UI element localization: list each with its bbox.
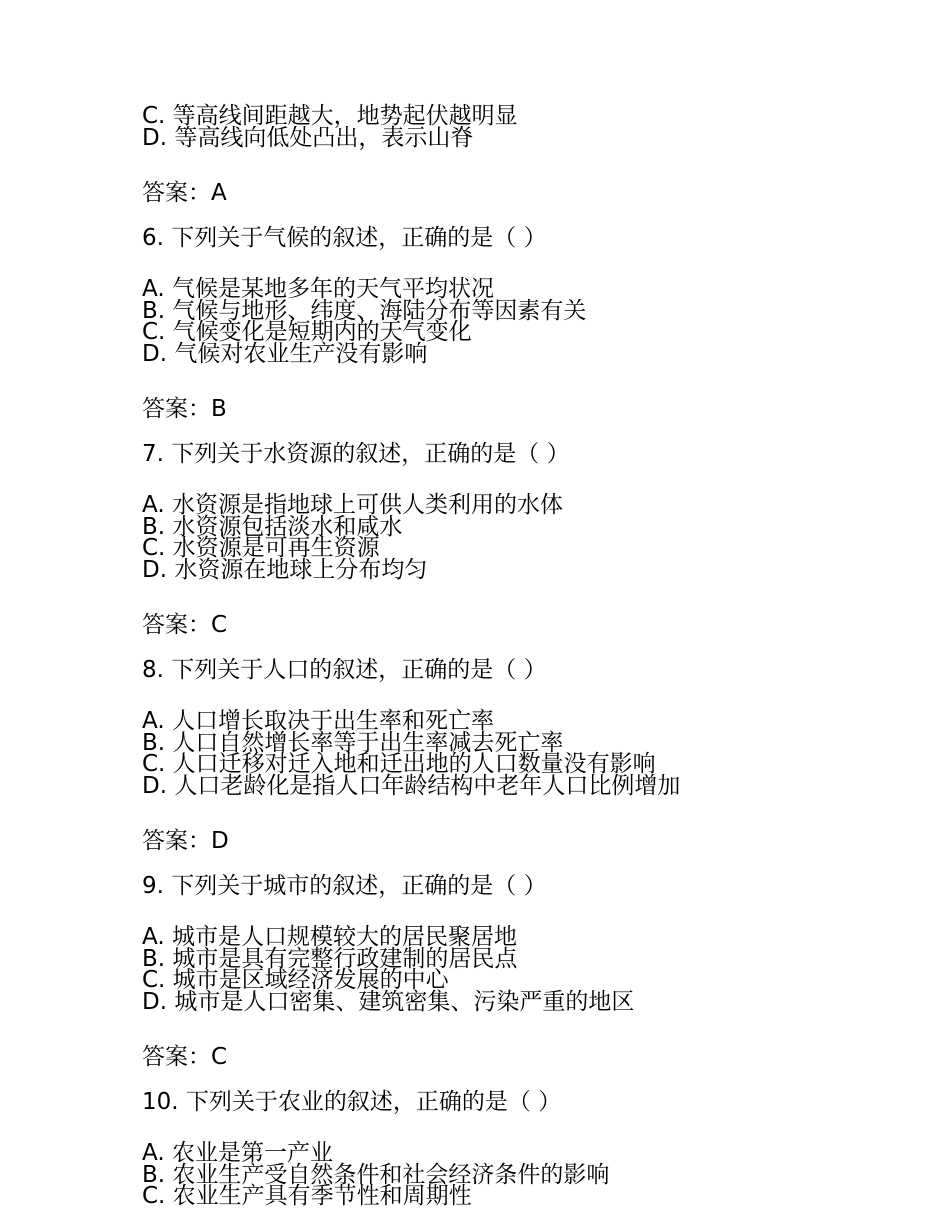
option-c: C. 农业生产具有季节性和周期性 [142,1183,472,1209]
option-a: A. 农业是第一产业 [142,1140,333,1166]
option-a: A. 气候是某地多年的天气平均状况 [142,276,494,302]
option-c: C. 城市是区域经济发展的中心 [142,967,449,993]
answer-q7: 答案：C [142,612,228,638]
option-list-q5 [142,103,902,151]
question-9: 9. 下列关于城市的叙述，正确的是（ ） [142,873,547,899]
option-list-q8 [142,708,902,799]
question-8: 8. 下列关于人口的叙述，正确的是（ ） [142,657,547,683]
option-b: B. 农业生产受自然条件和社会经济条件的影响 [142,1161,610,1188]
quiz-content [142,103,902,1209]
option-list-q10 [142,1140,902,1209]
option-a: A. 水资源是指地球上可供人类利用的水体 [142,492,563,518]
option-list-q6 [142,276,902,367]
question-10: 10. 下列关于农业的叙述，正确的是（ ） [142,1089,562,1115]
option-b: B. 城市是具有完整行政建制的居民点 [142,945,518,972]
option-d: D. 人口老龄化是指人口年龄结构中老年人口比例增加 [142,772,681,799]
option-d: D. 气候对农业生产没有影响 [142,340,428,367]
option-c: C. 等高线间距越大，地势起伏越明显 [142,103,518,129]
option-c: C. 气候变化是短期内的天气变化 [142,319,472,345]
option-list-q7 [142,492,902,583]
answer-q9: 答案：C [142,1044,228,1070]
option-list-q9 [142,924,902,1015]
option-d: D. 等高线向低处凸出，表示山脊 [142,124,474,151]
option-b: B. 水资源包括淡水和咸水 [142,513,403,540]
answer-q6: 答案：B [142,396,227,422]
option-b: B. 人口自然增长率等于出生率减去死亡率 [142,729,564,756]
option-d: D. 城市是人口密集、建筑密集、污染严重的地区 [142,988,635,1015]
answer-q5: 答案：A [142,180,227,206]
question-7: 7. 下列关于水资源的叙述，正确的是（ ） [142,441,570,467]
option-c: C. 人口迁移对迁入地和迁出地的人口数量没有影响 [142,751,656,777]
option-a: A. 城市是人口规模较大的居民聚居地 [142,924,517,950]
option-a: A. 人口增长取决于出生率和死亡率 [142,708,494,734]
question-6: 6. 下列关于气候的叙述，正确的是（ ） [142,225,547,251]
option-d: D. 水资源在地球上分布均匀 [142,556,428,583]
answer-q8: 答案：D [142,828,229,854]
option-b: B. 气候与地形、纬度、海陆分布等因素有关 [142,297,587,324]
option-c: C. 水资源是可再生资源 [142,535,380,561]
